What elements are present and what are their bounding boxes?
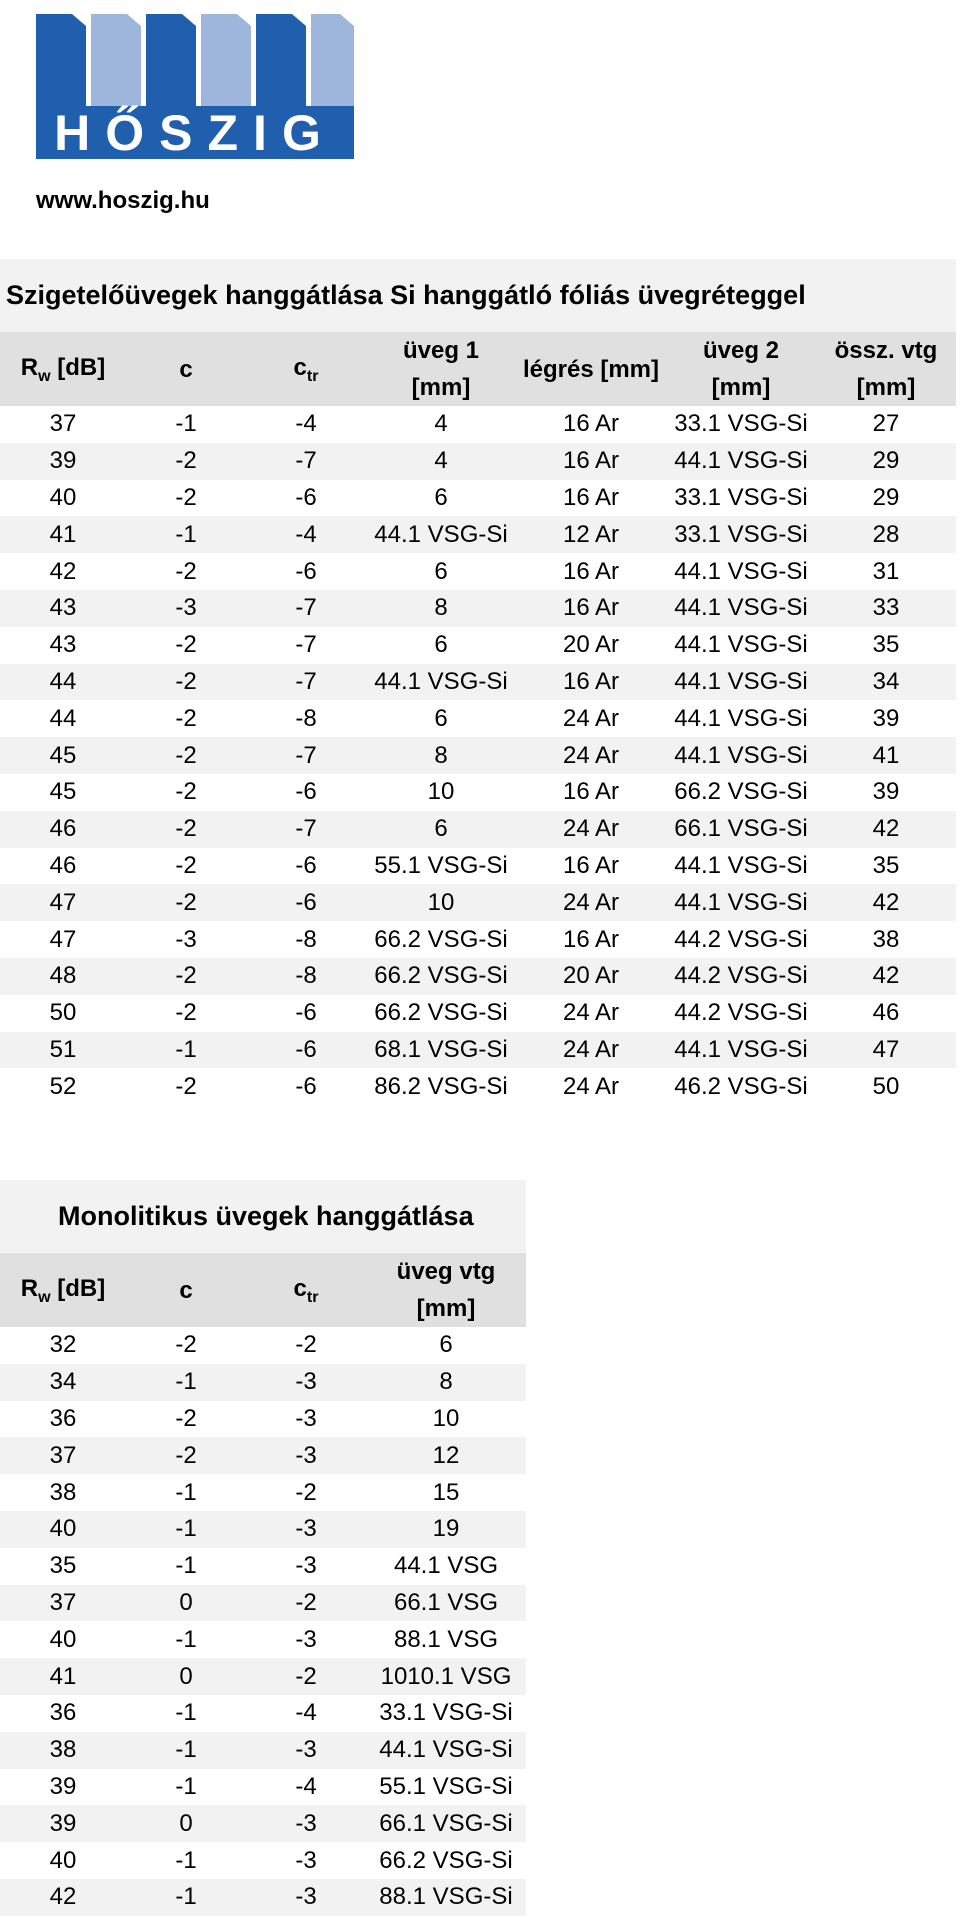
table-cell: 6	[434, 631, 448, 659]
table-cell: 88.1 VSG	[393, 1625, 499, 1653]
column-header-label: légrés [mm]	[522, 355, 660, 383]
table-cell: -8	[295, 962, 317, 990]
table-cell: -6	[295, 999, 317, 1027]
table-cell: 6	[434, 557, 448, 585]
table-cell: 44.2 VSG-Si	[674, 925, 808, 953]
table-cell: 6	[434, 704, 448, 732]
table-cell: 88.1 VSG-Si	[379, 1883, 513, 1911]
table-cell: 66.2 VSG-Si	[374, 962, 508, 990]
logo-bar	[201, 14, 251, 106]
table-cell: 44.2 VSG-Si	[674, 962, 808, 990]
table-cell: 44.1 VSG-Si	[674, 1035, 808, 1063]
table-cell: 45	[49, 778, 77, 806]
table-cell: -4	[295, 520, 317, 548]
table-cell: 33.1 VSG-Si	[379, 1699, 513, 1727]
table-row	[0, 737, 956, 774]
column-header	[0, 1253, 126, 1327]
table-cell: 31	[872, 557, 900, 585]
table-cell: 24 Ar	[562, 888, 620, 916]
column-header	[666, 332, 816, 406]
table-cell: -6	[295, 851, 317, 879]
table-cell: 44.1 VSG-Si	[674, 631, 808, 659]
column-header	[246, 332, 366, 406]
table-cell: 44.1 VSG-Si	[374, 667, 508, 695]
table-cell: 37	[49, 1588, 77, 1616]
table-cell: 15	[432, 1478, 460, 1506]
table-cell: 10	[427, 778, 455, 806]
table-cell: 66.2 VSG-Si	[374, 999, 508, 1027]
table-row	[0, 848, 956, 885]
table-cell: -1	[175, 1035, 197, 1063]
table-cell: -2	[175, 1072, 197, 1100]
table-cell: -3	[295, 1809, 317, 1837]
table-cell: 39	[872, 704, 900, 732]
table-cell: 46	[49, 815, 77, 843]
table-cell: -2	[175, 667, 197, 695]
table-cell: -3	[295, 1625, 317, 1653]
table-cell: 52	[49, 1072, 77, 1100]
table-cell: 46	[872, 999, 900, 1027]
table-cell: 41	[872, 741, 900, 769]
table-cell: 24 Ar	[562, 1035, 620, 1063]
table-row	[0, 443, 956, 480]
table-cell: -7	[295, 447, 317, 475]
table-cell: 36	[49, 1404, 77, 1432]
table-row	[0, 1032, 956, 1069]
table-cell: 66.1 VSG-Si	[379, 1809, 513, 1837]
table-cell: 38	[872, 925, 900, 953]
table-row	[0, 590, 956, 627]
column-header-label: össz. vtg	[834, 337, 938, 364]
table-cell: 48	[49, 962, 77, 990]
insulated-glass-table	[0, 332, 956, 1105]
table-cell: -2	[175, 962, 197, 990]
column-header-label: c	[179, 1276, 193, 1304]
table-cell: 35	[872, 631, 900, 659]
table-cell: -6	[295, 1072, 317, 1100]
table-row	[0, 406, 956, 443]
table-cell: 42	[49, 1883, 77, 1911]
table-cell: -3	[295, 1883, 317, 1911]
table-cell: 50	[49, 999, 77, 1027]
table-cell: -1	[175, 1772, 197, 1800]
monolithic-glass-table	[0, 1253, 526, 1916]
table-cell: -3	[295, 1441, 317, 1469]
table-cell: -3	[175, 594, 197, 622]
table-row	[0, 480, 956, 517]
table-cell: 66.2 VSG-Si	[379, 1846, 513, 1874]
table-cell: 36	[49, 1699, 77, 1727]
table-cell: -4	[295, 410, 317, 438]
table-cell: -3	[295, 1736, 317, 1764]
column-header-unit: [dB]	[50, 354, 106, 381]
table-cell: 8	[434, 741, 448, 769]
table-row	[0, 1658, 526, 1695]
table-cell: -6	[295, 778, 317, 806]
table-cell: -3	[295, 1368, 317, 1396]
logo-text: HŐSZIG	[54, 105, 336, 159]
table-cell: 41	[49, 1662, 77, 1690]
table-row	[0, 811, 956, 848]
table-cell: 16 Ar	[562, 447, 620, 475]
table-cell: -2	[175, 631, 197, 659]
table-cell: 44	[49, 667, 77, 695]
table-cell: 0	[179, 1662, 193, 1690]
table-cell: 66.1 VSG	[393, 1588, 499, 1616]
table-cell: 6	[434, 815, 448, 843]
table-cell: 47	[872, 1035, 900, 1063]
table-cell: -2	[175, 704, 197, 732]
table-cell: 16 Ar	[562, 557, 620, 585]
table-cell: 33.1 VSG-Si	[674, 483, 808, 511]
table-cell: 12 Ar	[562, 520, 620, 548]
table-cell: 4	[434, 410, 448, 438]
table-cell: 40	[49, 1846, 77, 1874]
table-cell: -3	[295, 1515, 317, 1543]
table-cell: -3	[175, 925, 197, 953]
table-cell: 42	[49, 557, 77, 585]
table-cell: 32	[49, 1331, 77, 1359]
table-cell: 44.1 VSG-Si	[379, 1736, 513, 1764]
table-cell: -2	[175, 483, 197, 511]
table-cell: 37	[49, 1441, 77, 1469]
table-cell: 38	[49, 1478, 77, 1506]
table-cell: 16 Ar	[562, 851, 620, 879]
table-cell: 38	[49, 1736, 77, 1764]
table-cell: -6	[295, 1035, 317, 1063]
table-cell: -1	[175, 1515, 197, 1543]
table-row	[0, 1474, 526, 1511]
table-cell: 24 Ar	[562, 999, 620, 1027]
table-cell: -2	[295, 1331, 317, 1359]
table-cell: 40	[49, 1515, 77, 1543]
logo-bar	[256, 14, 306, 106]
column-header-unit: [mm]	[416, 1295, 476, 1322]
table-cell: 8	[439, 1368, 453, 1396]
table-row	[0, 995, 956, 1032]
table-row	[0, 1695, 526, 1732]
column-header-label: üveg vtg	[396, 1258, 496, 1285]
column-header	[366, 1253, 526, 1327]
insulated-glass-title: Szigetelőüvegek hanggátlása Si hanggátló fóliás üvegréteggel	[0, 259, 956, 332]
table-cell: 20 Ar	[562, 962, 620, 990]
table-cell: 6	[434, 483, 448, 511]
table-cell: 55.1 VSG-Si	[379, 1772, 513, 1800]
table-cell: -7	[295, 631, 317, 659]
table-cell: -3	[295, 1846, 317, 1874]
table-cell: -1	[175, 1552, 197, 1580]
table-header-row	[0, 332, 956, 406]
table-row	[0, 1548, 526, 1585]
table-cell: -4	[295, 1699, 317, 1727]
table-row	[0, 1437, 526, 1474]
table-cell: -2	[175, 1331, 197, 1359]
column-header	[126, 332, 246, 406]
column-header-unit: [dB]	[50, 1275, 106, 1302]
table-cell: -1	[175, 1736, 197, 1764]
table-row	[0, 1364, 526, 1401]
table-row	[0, 1585, 526, 1622]
table-cell: 24 Ar	[562, 1072, 620, 1100]
table-row	[0, 1842, 526, 1879]
table-cell: -7	[295, 815, 317, 843]
table-cell: 24 Ar	[562, 741, 620, 769]
monolithic-glass-section	[0, 1180, 526, 1916]
column-header-label: R	[20, 1275, 39, 1302]
table-cell: 55.1 VSG-Si	[374, 851, 508, 879]
table-cell: -6	[295, 483, 317, 511]
table-row	[0, 921, 956, 958]
table-cell: 16 Ar	[562, 410, 620, 438]
table-row	[0, 774, 956, 811]
table-cell: -8	[295, 704, 317, 732]
table-cell: 44	[49, 704, 77, 732]
table-cell: 33	[872, 594, 900, 622]
column-header	[516, 332, 666, 406]
table-cell: 39	[49, 1809, 77, 1837]
table-cell: 46	[49, 851, 77, 879]
table-cell: 44.1 VSG	[393, 1552, 499, 1580]
table-cell: -1	[175, 1846, 197, 1874]
table-cell: -2	[175, 851, 197, 879]
column-header-unit: [mm]	[411, 374, 471, 401]
table-cell: 68.1 VSG-Si	[374, 1035, 508, 1063]
column-header-label: c	[293, 354, 307, 381]
table-cell: -2	[175, 557, 197, 585]
column-header	[0, 332, 126, 406]
table-cell: 10	[427, 888, 455, 916]
column-header-label: c	[293, 1275, 307, 1302]
table-cell: 42	[872, 815, 900, 843]
table-cell: 1010.1 VSG	[380, 1662, 512, 1690]
table-cell: 45	[49, 741, 77, 769]
table-row	[0, 1879, 526, 1916]
table-cell: -2	[175, 447, 197, 475]
table-body	[0, 1327, 526, 1916]
logo-bars	[36, 14, 354, 106]
table-cell: 47	[49, 925, 77, 953]
table-cell: 20 Ar	[562, 631, 620, 659]
table-cell: -3	[295, 1404, 317, 1432]
table-body	[0, 406, 956, 1105]
table-cell: 0	[179, 1809, 193, 1837]
table-row	[0, 1769, 526, 1806]
table-cell: 0	[179, 1588, 193, 1616]
table-cell: -7	[295, 594, 317, 622]
table-row	[0, 627, 956, 664]
table-row	[0, 1621, 526, 1658]
table-cell: -7	[295, 741, 317, 769]
table-cell: 34	[49, 1368, 77, 1396]
column-header-unit: [mm]	[856, 374, 916, 401]
table-cell: 8	[434, 594, 448, 622]
column-header-subscript: w	[38, 1289, 51, 1306]
table-cell: 44.1 VSG-Si	[674, 704, 808, 732]
table-row	[0, 516, 956, 553]
table-cell: 19	[432, 1515, 460, 1543]
table-cell: -1	[175, 1625, 197, 1653]
table-cell: 40	[49, 483, 77, 511]
table-cell: 6	[439, 1331, 453, 1359]
column-header	[246, 1253, 366, 1327]
table-cell: 39	[872, 778, 900, 806]
table-cell: 44.1 VSG-Si	[674, 667, 808, 695]
table-cell: 43	[49, 631, 77, 659]
table-cell: -2	[295, 1662, 317, 1690]
table-cell: 24 Ar	[562, 704, 620, 732]
table-row	[0, 958, 956, 995]
logo-bar	[36, 14, 86, 106]
column-header	[126, 1253, 246, 1327]
table-cell: -1	[175, 520, 197, 548]
table-cell: 16 Ar	[562, 667, 620, 695]
website-url[interactable]: www.hoszig.hu	[36, 187, 210, 214]
table-cell: -2	[175, 1404, 197, 1432]
table-cell: -2	[175, 888, 197, 916]
table-cell: 44.2 VSG-Si	[674, 999, 808, 1027]
table-cell: 44.1 VSG-Si	[374, 520, 508, 548]
table-cell: 41	[49, 520, 77, 548]
table-cell: 37	[49, 410, 77, 438]
table-cell: 27	[872, 410, 900, 438]
table-row	[0, 553, 956, 590]
column-header	[816, 332, 956, 406]
table-cell: 16 Ar	[562, 925, 620, 953]
table-cell: 29	[872, 483, 900, 511]
table-cell: 34	[872, 667, 900, 695]
column-header-label: R	[20, 354, 39, 381]
table-cell: 33.1 VSG-Si	[674, 520, 808, 548]
table-cell: 86.2 VSG-Si	[374, 1072, 508, 1100]
table-row	[0, 1805, 526, 1842]
logo-bar	[91, 14, 141, 106]
table-cell: -1	[175, 410, 197, 438]
table-cell: 33.1 VSG-Si	[674, 410, 808, 438]
table-row	[0, 664, 956, 701]
table-cell: 51	[49, 1035, 77, 1063]
table-header-row	[0, 1253, 526, 1327]
column-header-label: üveg 1	[402, 337, 480, 364]
table-cell: -2	[175, 741, 197, 769]
table-row	[0, 1511, 526, 1548]
table-cell: 44.1 VSG-Si	[674, 557, 808, 585]
table-cell: 66.1 VSG-Si	[674, 815, 808, 843]
table-cell: -2	[175, 778, 197, 806]
table-cell: -4	[295, 1772, 317, 1800]
column-header-label: üveg 2	[702, 337, 780, 364]
table-cell: 44.1 VSG-Si	[674, 851, 808, 879]
table-cell: -8	[295, 925, 317, 953]
table-cell: 42	[872, 962, 900, 990]
table-row	[0, 1732, 526, 1769]
logo-bar	[311, 14, 354, 106]
column-header-subscript: tr	[306, 368, 319, 385]
table-cell: -2	[175, 999, 197, 1027]
table-cell: -1	[175, 1699, 197, 1727]
table-cell: -7	[295, 667, 317, 695]
table-cell: 29	[872, 447, 900, 475]
table-cell: -6	[295, 888, 317, 916]
table-cell: 42	[872, 888, 900, 916]
table-cell: 16 Ar	[562, 778, 620, 806]
table-cell: -2	[295, 1478, 317, 1506]
table-row	[0, 1327, 526, 1364]
column-header-subscript: w	[38, 368, 51, 385]
table-cell: -2	[175, 1441, 197, 1469]
insulated-glass-section	[0, 259, 956, 1105]
table-cell: 10	[432, 1404, 460, 1432]
table-cell: 24 Ar	[562, 815, 620, 843]
table-cell: -1	[175, 1883, 197, 1911]
table-cell: 44.1 VSG-Si	[674, 741, 808, 769]
table-cell: -3	[295, 1552, 317, 1580]
table-cell: 35	[872, 851, 900, 879]
table-row	[0, 1401, 526, 1438]
hoszig-logo	[36, 14, 354, 159]
table-cell: 66.2 VSG-Si	[674, 778, 808, 806]
table-cell: 40	[49, 1625, 77, 1653]
table-row	[0, 884, 956, 921]
table-cell: -6	[295, 557, 317, 585]
table-cell: 47	[49, 888, 77, 916]
table-cell: -2	[295, 1588, 317, 1616]
table-cell: 28	[872, 520, 900, 548]
table-cell: 66.2 VSG-Si	[374, 925, 508, 953]
table-cell: 12	[432, 1441, 460, 1469]
column-header-unit: [mm]	[711, 374, 771, 401]
table-cell: 35	[49, 1552, 77, 1580]
column-header-subscript: tr	[306, 1289, 319, 1306]
table-cell: 50	[872, 1072, 900, 1100]
table-cell: 16 Ar	[562, 483, 620, 511]
table-cell: 4	[434, 447, 448, 475]
table-cell: 44.1 VSG-Si	[674, 594, 808, 622]
monolithic-glass-title: Monolitikus üvegek hanggátlása	[0, 1180, 526, 1253]
table-cell: 44.1 VSG-Si	[674, 888, 808, 916]
table-cell: 46.2 VSG-Si	[674, 1072, 808, 1100]
table-row	[0, 700, 956, 737]
table-cell: 16 Ar	[562, 594, 620, 622]
column-header	[366, 332, 516, 406]
table-cell: 39	[49, 447, 77, 475]
table-cell: 39	[49, 1772, 77, 1800]
table-cell: 43	[49, 594, 77, 622]
table-cell: 44.1 VSG-Si	[674, 447, 808, 475]
table-cell: -1	[175, 1478, 197, 1506]
table-cell: -1	[175, 1368, 197, 1396]
logo-bar	[146, 14, 196, 106]
table-row	[0, 1068, 956, 1105]
column-header-label: c	[179, 355, 193, 383]
table-cell: -2	[175, 815, 197, 843]
